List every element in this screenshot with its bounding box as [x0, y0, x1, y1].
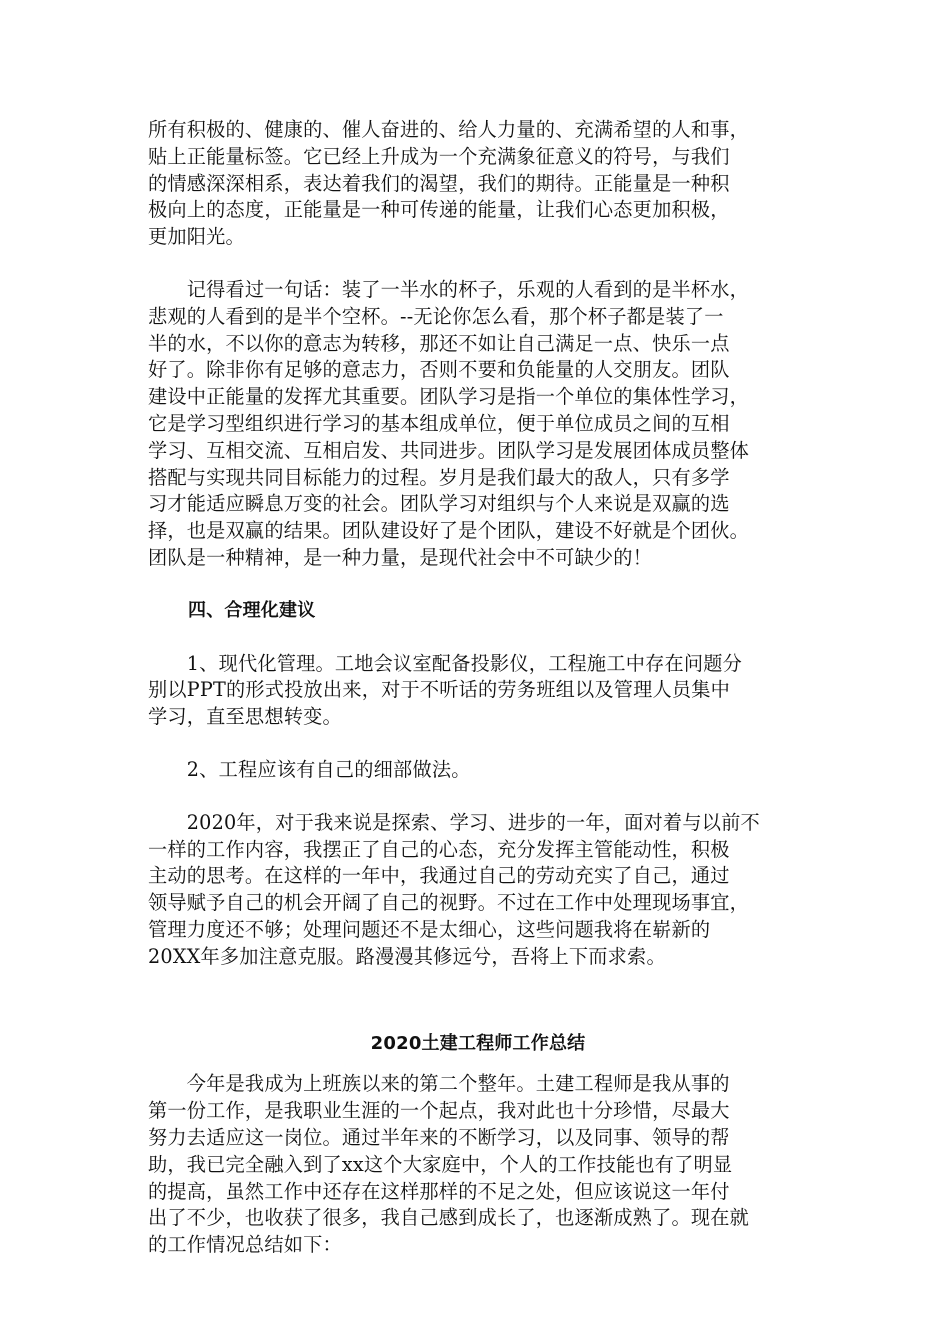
section-heading-suggestions: 四、合理化建议: [188, 599, 316, 621]
paragraph-intro: 今年是我成为上班族以来的第二个整年。土建工程师是我从事的 第一份工作，是我职业生涯的一个起点，我对此也十分珍惜，尽最大 努力去适应这一岗位。通过半年来的不断学习，以及同事、领导的帮 助，我已完全融入到了xx这个大家庭中，个人的工作技能也有了明显 的提高，虽然工作中还存在这样那样的不足之处，但应该说这一年付 出了不少，也收获了很多，我自己感到成长了，也逐渐成熟了。现在就 的工作情况总结如下：: [148, 1072, 750, 1257]
document-title: 2020土建工程师工作总结: [370, 1032, 586, 1054]
document-page: [148, 117, 808, 1259]
paragraph-team-learning: 记得看过一句话：装了一半水的杯子，乐观的人看到的是半杯水， 悲观的人看到的是半个空杯。--无论你怎么看，那个杯子都是装了一 半的水，不以你的意志为转移，那还不如让自己满足一点、快乐一点 好了。除非你有足够的意志力，否则不要和负能量的人交朋友。团队 建设中正能量的发挥尤其重要。团队学习是指一个单位的集体性学习， 它是学习型组织进行学习的基本组成单位，便于单位成员之间的互相 学习、互相交流、互相启发、共同进步。团队学习是发展团体成员整体 搭配与实现共同目标能力的过程。岁月是我们最大的敌人，只有多学 习才能适应瞬息万变的社会。团队学习对组织与个人来说是双赢的选 择，也是双赢的结果。团队建设好了是个团队，建设不好就是个团伙。 团队是一种精神，是一种力量，是现代社会中不可缺少的！: [148, 277, 750, 569]
paragraph-positive-energy: 所有积极的、健康的、催人奋进的、给人力量的、充满希望的人和事， 贴上正能量标签。它已经上升成为一个充满象征意义的符号，与我们 的情感深深相系，表达着我们的渴望，我们的期待。正能量是一种积 极向上的态度，正能量是一种可传递的能量，让我们心态更加积极， 更加阳光。: [148, 118, 750, 249]
paragraph-year-summary: 2020年，对于我来说是探索、学习、进步的一年，面对着与以前不 一样的工作内容，我摆正了自己的心态，充分发挥主管能动性，积极 主动的思考。在这样的一年中，我通过自己的劳动充实了自己，通过 领导赋予自己的机会开阔了自己的视野。不过在工作中处理现场事宜， 管理力度还不够；处理问题还不是太细心，这些问题我将在崭新的 20XX年多加注意克服。路漫漫其修远兮，吾将上下而求索。: [148, 810, 760, 968]
paragraph-suggestion-2: 2、工程应该有自己的细部做法。: [148, 757, 471, 781]
paragraph-suggestion-1: 1、现代化管理。工地会议室配备投影仪，工程施工中存在问题分 别以PPT的形式投放出来，对于不听话的劳务班组以及管理人员集中 学习，直至思想转变。: [148, 651, 743, 729]
